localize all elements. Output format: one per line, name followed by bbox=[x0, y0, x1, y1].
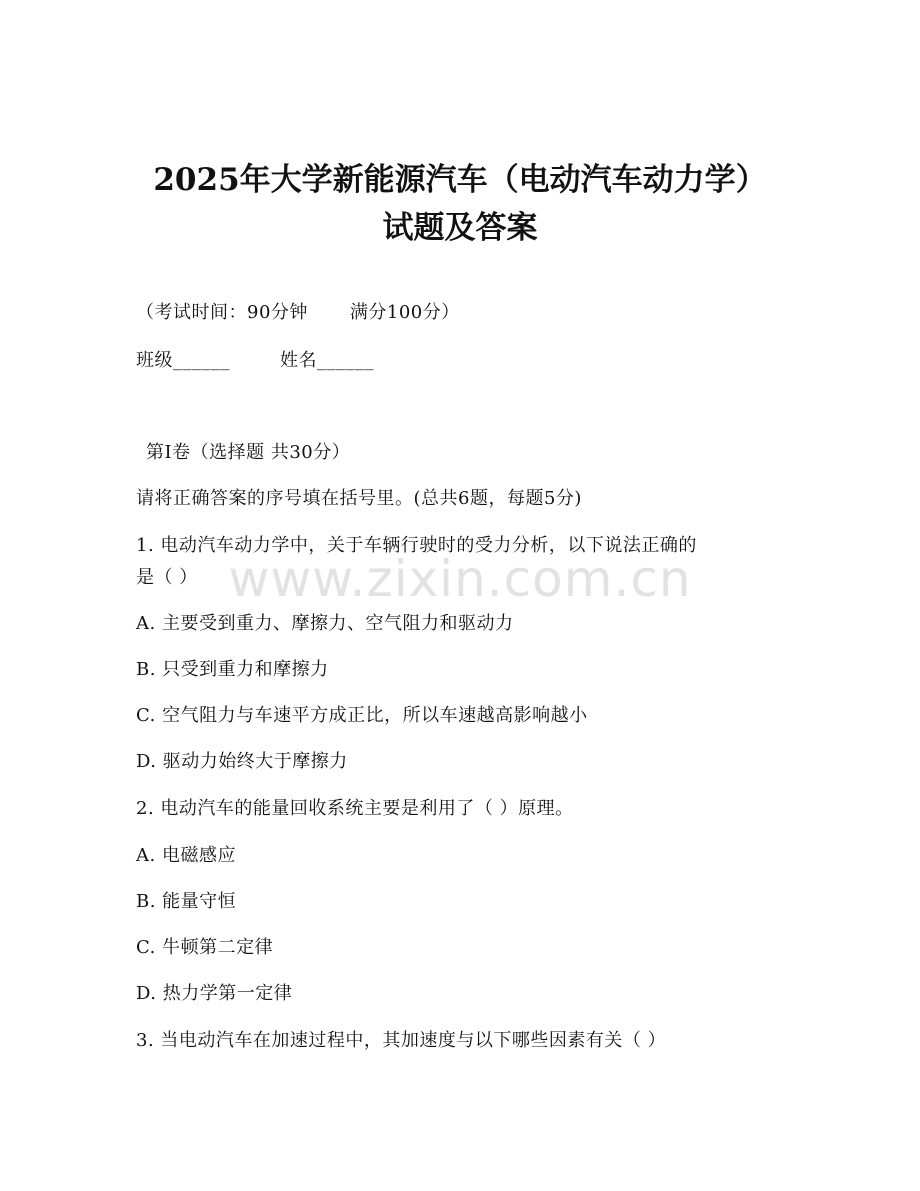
instructions: 请将正确答案的序号填在括号里。(总共6题，每题5分) bbox=[136, 488, 582, 509]
name-field: 姓名______ bbox=[280, 350, 374, 371]
watermark: www.zixin.com.cn bbox=[228, 550, 692, 608]
student-info bbox=[136, 348, 374, 374]
exam-time: （考试时间：90分钟 bbox=[136, 302, 308, 323]
question-2-option-d: D. 热力学第一定律 bbox=[136, 983, 293, 1004]
question-2-option-c: C. 牛顿第二定律 bbox=[136, 937, 274, 958]
question-1-stem-line-1: 1. 电动汽车动力学中，关于车辆行驶时的受力分析，以下说法正确的 bbox=[136, 535, 697, 556]
document-title-line-1: 2025年大学新能源汽车（电动汽车动力学） bbox=[153, 162, 767, 198]
full-score: 满分100分） bbox=[349, 302, 460, 323]
question-2-option-b: B. 能量守恒 bbox=[136, 891, 237, 912]
question-2-option-a: A. 电磁感应 bbox=[136, 845, 236, 866]
class-field: 班级______ bbox=[136, 350, 230, 371]
question-2-stem: 2. 电动汽车的能量回收系统主要是利用了（ ）原理。 bbox=[136, 798, 574, 819]
question-3-stem: 3. 当电动汽车在加速过程中，其加速度与以下哪些因素有关（ ） bbox=[136, 1030, 667, 1051]
question-1-option-c: C. 空气阻力与车速平方成正比，所以车速越高影响越小 bbox=[136, 705, 588, 726]
exam-info bbox=[136, 300, 460, 326]
question-1-stem-line-2: 是（ ） bbox=[136, 567, 198, 588]
question-1-option-b: B. 只受到重力和摩擦力 bbox=[136, 659, 329, 680]
document-title-line-2: 试题及答案 bbox=[382, 210, 538, 246]
section-heading: 第I卷（选择题 共30分） bbox=[146, 442, 351, 463]
question-1-option-a: A. 主要受到重力、摩擦力、空气阻力和驱动力 bbox=[136, 613, 514, 634]
question-1-option-d: D. 驱动力始终大于摩擦力 bbox=[136, 751, 348, 772]
